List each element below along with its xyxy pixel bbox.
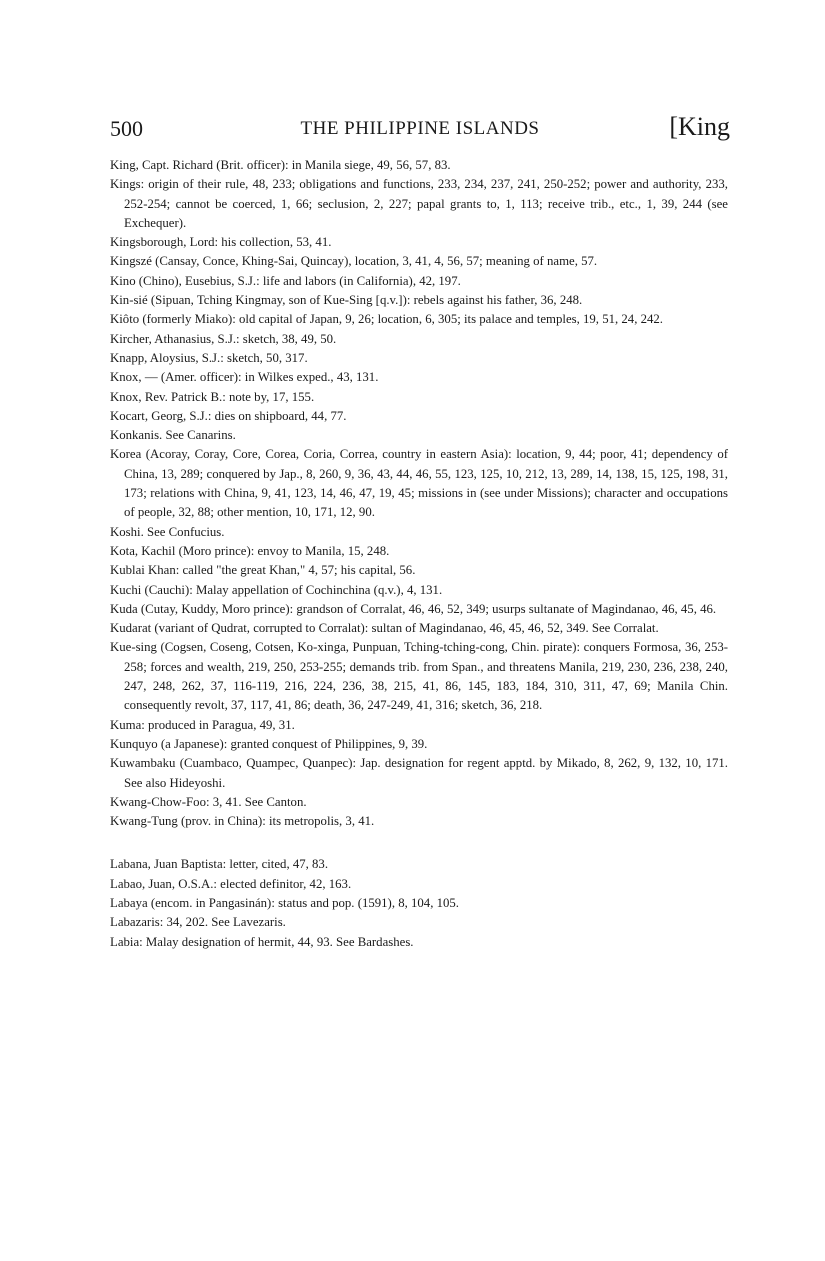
l-entries — [110, 855, 728, 951]
index-entry: Labia: Malay designation of hermit, 44, 93. See Bardashes. — [110, 934, 414, 949]
index-entry: Kircher, Athanasius, S.J.: sketch, 38, 49, 50. — [110, 331, 337, 346]
index-entry: Kwang-Tung (prov. in China): its metropolis, 3, 41. — [110, 814, 375, 829]
index-entry: Kwang-Chow-Foo: 3, 41. See Canton. — [110, 794, 307, 809]
section-gap — [110, 831, 728, 855]
index-entry: King, Capt. Richard (Brit. officer): in Manila siege, 49, 56, 57, 83. — [110, 158, 451, 172]
index-entry: Kue-sing (Cogsen, Coseng, Cotsen, Ko-xinga, Punpuan, Tching-tching-cong, Chin. pirate): conquers Formosa, 36, 253-258; forces and wealth, 219, 250, 253-255; demands trib. from Span., and threatens Manila, 219, 230, 236, 238, 240, 247, 248, 262, 37, 116-119, 216, 224, 236, 38, 215, 41, 86, 145, 183, 184, 310, 311, 47, 69; Manila Chin. consequently revolt, 37, 117, 41, 86; death, 36, 247-249, 41, 316; sketch, 36, 218. — [110, 640, 728, 713]
index-entry: Kings: origin of their rule, 48, 233; obligations and functions, 233, 234, 237, 241, 250-252; power and authority, 233, 252-254; cannot be coerced, 1, 66; seclusion, 2, 227; papal grants to, 1, 113; receive trib., etc., 1, 39, 244 (see Exchequer). — [110, 177, 728, 230]
k-entries — [110, 156, 728, 831]
index-entry: Kingsborough, Lord: his collection, 53, 41. — [110, 235, 332, 250]
index-entry: Konkanis. See Canarins. — [110, 428, 236, 443]
index-entry: Kudarat (variant of Qudrat, corrupted to Corralat): sultan of Magindanao, 46, 45, 46, 52, 349. See Corralat. — [110, 621, 659, 636]
index-entry: Knox, Rev. Patrick B.: note by, 17, 155. — [110, 389, 315, 404]
page-header — [110, 112, 730, 146]
index-entry: Kingszé (Cansay, Conce, Khing-Sai, Quincay), location, 3, 41, 4, 56, 57; meaning of name, 57. — [110, 254, 598, 269]
index-entry: Kino (Chino), Eusebius, S.J.: life and labors (in California), 42, 197. — [110, 273, 461, 288]
index-entry: Kocart, Georg, S.J.: dies on shipboard, 44, 77. — [110, 408, 347, 423]
index-entry: Kuma: produced in Paragua, 49, 31. — [110, 717, 295, 732]
index-entry: Kunquyo (a Japanese): granted conquest of Philippines, 9, 39. — [110, 736, 428, 751]
index-entry: Kuda (Cutay, Kuddy, Moro prince): grandson of Corralat, 46, 46, 52, 349; usurps sultanate of Magindanao, 46, 45, 46. — [110, 601, 717, 616]
index-entry: Kuchi (Cauchi): Malay appellation of Cochinchina (q.v.), 4, 131. — [110, 582, 443, 597]
index-entry: Knox, — (Amer. officer): in Wilkes exped., 43, 131. — [110, 370, 379, 385]
index-body — [110, 156, 728, 952]
index-entry: Labao, Juan, O.S.A.: elected definitor, 42, 163. — [110, 876, 352, 891]
index-entry: Kin-sié (Sipuan, Tching Kingmay, son of Kue-Sing [q.v.]): rebels against his father, 36, 248. — [110, 293, 583, 308]
index-entry: Labazaris: 34, 202. See Lavezaris. — [110, 915, 286, 930]
index-entry: Korea (Acoray, Coray, Core, Corea, Coria, Correa, country in eastern Asia): location, 9, 44; poor, 41; dependency of China, 13, 289; conquered by Jap., 8, 260, 9, 36, 43, 44, 46, 55, 123, 125, 10, 212, 13, 289, 14, 138, 15, 125, 198, 31, 173; relations with China, 9, 41, 123, 14, 46, 47, 19, 45; missions in (see under Missions); character and occupations of people, 32, 88; other mention, 10, 171, 12, 90. — [110, 447, 728, 520]
index-entry: Labana, Juan Baptista: letter, cited, 47, 83. — [110, 857, 329, 872]
index-entry: Kublai Khan: called "the great Khan," 4, 57; his capital, 56. — [110, 563, 416, 578]
index-entry: Kuwambaku (Cuambaco, Quampec, Quanpec): Jap. designation for regent apptd. by Mikado, 8, 262, 9, 132, 10, 171. See also Hideyoshi. — [110, 756, 728, 790]
page-number: 500 — [110, 116, 143, 141]
index-entry: Kiôto (formerly Miako): old capital of Japan, 9, 26; location, 6, 305; its palace and temples, 19, 51, 24, 242. — [110, 312, 663, 327]
running-title: THE PHILIPPINE ISLANDS — [300, 118, 540, 139]
guide-word: [King — [669, 112, 730, 141]
index-entry: Labaya (encom. in Pangasinán): status and pop. (1591), 8, 104, 105. — [110, 895, 459, 910]
index-entry: Knapp, Aloysius, S.J.: sketch, 50, 317. — [110, 350, 308, 365]
index-entry: Koshi. See Confucius. — [110, 524, 225, 539]
index-entry: Kota, Kachil (Moro prince): envoy to Manila, 15, 248. — [110, 543, 390, 558]
